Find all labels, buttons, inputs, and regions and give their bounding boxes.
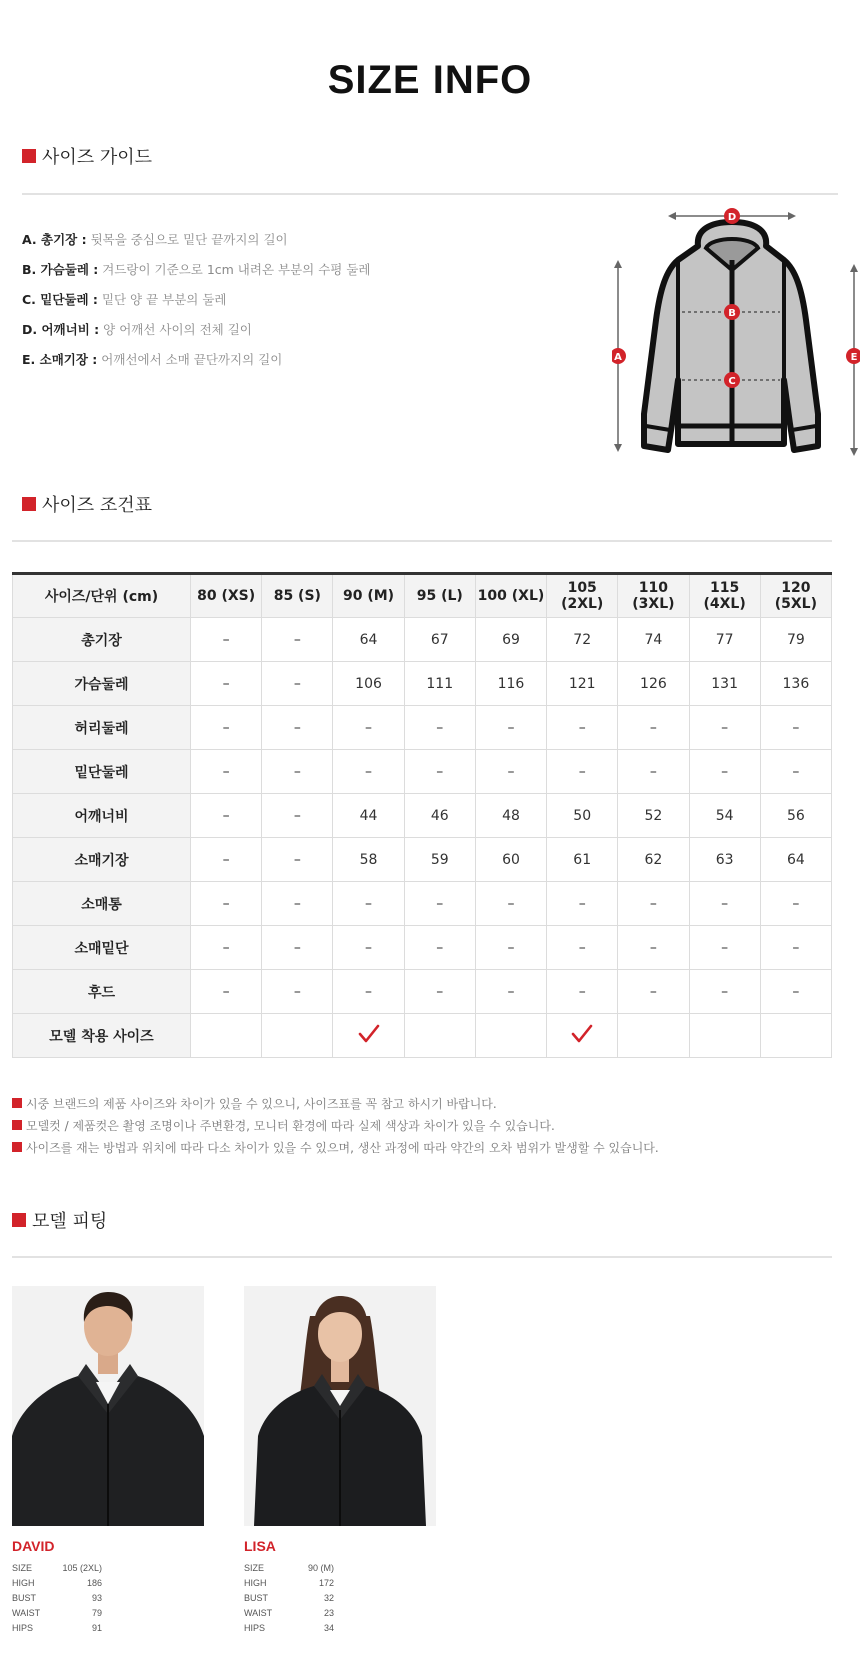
model-size-cell	[760, 1014, 831, 1058]
row-label: 총기장	[13, 618, 191, 662]
size-cell: –	[262, 838, 333, 882]
size-cell: –	[404, 882, 475, 926]
size-col-header: 115 (4XL)	[689, 574, 760, 618]
size-cell: –	[333, 750, 404, 794]
size-cell: –	[760, 926, 831, 970]
row-label: 후드	[13, 970, 191, 1014]
size-cell: 59	[404, 838, 475, 882]
model-spec-row: SIZE 90 (M)	[244, 1562, 334, 1573]
size-table-row	[13, 618, 832, 662]
guide-item: E. 소매기장 : 어깨선에서 소매 끝단까지의 길이	[22, 352, 283, 367]
size-cell: –	[191, 926, 262, 970]
notice-list	[12, 1092, 832, 1158]
size-cell: –	[547, 706, 618, 750]
model-spec-row: SIZE 105 (2XL)	[12, 1562, 102, 1573]
size-table	[12, 572, 832, 1058]
diagram-label-e	[846, 348, 860, 364]
size-cell: –	[404, 926, 475, 970]
model-size-cell	[547, 1014, 618, 1058]
row-label: 소매기장	[13, 838, 191, 882]
notice-item: 사이즈를 재는 방법과 위치에 따라 다소 차이가 있을 수 있으며, 생산 과정에 따라 약간의 오차 범위가 발생할 수 있습니다.	[12, 1136, 832, 1158]
model-spec-row: HIPS 91	[12, 1622, 102, 1633]
size-cell: –	[618, 750, 689, 794]
row-label: 가슴둘레	[13, 662, 191, 706]
size-cell: 126	[618, 662, 689, 706]
size-cell: 64	[760, 838, 831, 882]
size-cell: –	[760, 706, 831, 750]
size-cell: –	[262, 794, 333, 838]
size-table-row	[13, 706, 832, 750]
size-cell: –	[618, 706, 689, 750]
size-cell: –	[547, 970, 618, 1014]
size-guide-list	[22, 224, 542, 374]
size-table-row	[13, 838, 832, 882]
size-cell: –	[547, 926, 618, 970]
red-square-icon	[12, 1098, 22, 1108]
size-cell: –	[760, 970, 831, 1014]
size-cell: –	[333, 926, 404, 970]
size-cell: –	[547, 882, 618, 926]
size-cell: –	[191, 706, 262, 750]
size-col-header: 105 (2XL)	[547, 574, 618, 618]
model-spec-row: WAIST 79	[12, 1607, 102, 1618]
section-header-chart	[22, 491, 152, 517]
size-cell: 58	[333, 838, 404, 882]
model-name: LISA	[244, 1538, 276, 1554]
red-square-icon	[22, 497, 36, 511]
notice-item: 모델컷 / 제품컷은 촬영 조명이나 주변환경, 모니터 환경에 따라 실제 색상과 차이가 있을 수 있습니다.	[12, 1114, 832, 1136]
size-cell: 72	[547, 618, 618, 662]
size-cell: –	[475, 970, 546, 1014]
guide-item: B. 가슴둘레 : 겨드랑이 기준으로 1cm 내려온 부분의 수평 둘레	[22, 262, 371, 277]
size-cell: –	[689, 926, 760, 970]
size-cell: –	[333, 882, 404, 926]
guide-item: C. 밑단둘레 : 밑단 양 끝 부분의 둘레	[22, 292, 227, 307]
size-cell: –	[404, 706, 475, 750]
size-cell: 77	[689, 618, 760, 662]
size-cell: –	[618, 882, 689, 926]
size-cell: –	[404, 750, 475, 794]
size-cell: –	[475, 706, 546, 750]
size-cell: 64	[333, 618, 404, 662]
size-cell: 46	[404, 794, 475, 838]
jacket-measurement-diagram	[612, 200, 860, 460]
size-cell: –	[689, 882, 760, 926]
row-label: 소매밑단	[13, 926, 191, 970]
model-card-lisa	[244, 1286, 436, 1635]
model-size-cell	[191, 1014, 262, 1058]
section-title-fitting: 모델 피팅	[32, 1211, 108, 1232]
size-cell: –	[262, 662, 333, 706]
size-cell: –	[333, 970, 404, 1014]
size-cell: 50	[547, 794, 618, 838]
row-label: 어깨너비	[13, 794, 191, 838]
svg-text:E: E	[850, 352, 858, 363]
size-cell: –	[689, 750, 760, 794]
guide-item: A. 총기장 : 뒷목을 중심으로 밑단 끝까지의 길이	[22, 232, 288, 247]
size-cell: 61	[547, 838, 618, 882]
size-cell: 56	[760, 794, 831, 838]
size-cell: –	[618, 970, 689, 1014]
model-size-cell	[333, 1014, 404, 1058]
diagram-label-d	[724, 208, 740, 224]
model-photo	[12, 1286, 204, 1526]
section-header-guide	[22, 143, 152, 169]
size-cell: –	[404, 970, 475, 1014]
section-title-guide: 사이즈 가이드	[42, 147, 153, 168]
size-cell: –	[475, 926, 546, 970]
diagram-label-b	[724, 304, 740, 320]
model-spec-row: BUST 32	[244, 1592, 334, 1603]
notice-item: 시중 브랜드의 제품 사이즈와 차이가 있을 수 있으니, 사이즈표를 꼭 참고 하시기 바랍니다.	[12, 1092, 832, 1114]
model-spec-row: HIGH 186	[12, 1577, 102, 1588]
svg-text:A: A	[614, 352, 622, 363]
model-size-row	[13, 1014, 832, 1058]
size-cell: –	[547, 750, 618, 794]
row-label: 모델 착용 사이즈	[13, 1014, 191, 1058]
size-cell: 44	[333, 794, 404, 838]
model-specs	[12, 1560, 204, 1635]
size-col-header: 85 (S)	[262, 574, 333, 618]
divider	[12, 1256, 832, 1258]
red-square-icon	[22, 149, 36, 163]
size-cell: 60	[475, 838, 546, 882]
size-table-row	[13, 882, 832, 926]
svg-text:C: C	[728, 376, 736, 387]
model-size-cell	[689, 1014, 760, 1058]
size-cell: 48	[475, 794, 546, 838]
size-cell: –	[618, 926, 689, 970]
size-cell: –	[689, 970, 760, 1014]
size-cell: –	[191, 750, 262, 794]
size-table-row	[13, 750, 832, 794]
row-label: 허리둘레	[13, 706, 191, 750]
size-cell: –	[262, 970, 333, 1014]
checkmark-icon	[569, 1021, 595, 1047]
size-cell: –	[333, 706, 404, 750]
size-cell: –	[191, 618, 262, 662]
size-cell: 136	[760, 662, 831, 706]
red-square-icon	[12, 1120, 22, 1130]
size-table-row	[13, 926, 832, 970]
model-size-cell	[404, 1014, 475, 1058]
size-col-header: 110 (3XL)	[618, 574, 689, 618]
size-col-header: 120 (5XL)	[760, 574, 831, 618]
size-cell: –	[191, 970, 262, 1014]
size-cell: 52	[618, 794, 689, 838]
page-title: SIZE INFO	[327, 58, 533, 102]
size-table-row	[13, 794, 832, 838]
svg-text:B: B	[728, 308, 736, 319]
svg-text:D: D	[727, 212, 737, 223]
model-spec-row: BUST 93	[12, 1592, 102, 1603]
size-cell: –	[191, 794, 262, 838]
diagram-label-a	[612, 348, 626, 364]
model-card-david	[12, 1286, 204, 1635]
size-cell: –	[760, 750, 831, 794]
section-title-chart: 사이즈 조건표	[42, 495, 153, 516]
size-cell: 111	[404, 662, 475, 706]
size-col-header: 95 (L)	[404, 574, 475, 618]
size-cell: –	[475, 882, 546, 926]
size-cell: –	[191, 662, 262, 706]
model-size-cell	[475, 1014, 546, 1058]
checkmark-icon	[356, 1021, 382, 1047]
model-spec-row: HIPS 34	[244, 1622, 334, 1633]
size-table-row	[13, 970, 832, 1014]
size-cell: 54	[689, 794, 760, 838]
model-photo	[244, 1286, 436, 1526]
size-cell: 67	[404, 618, 475, 662]
size-cell: –	[689, 706, 760, 750]
size-col-header: 100 (XL)	[475, 574, 546, 618]
section-header-fitting	[12, 1207, 107, 1233]
size-cell: 131	[689, 662, 760, 706]
size-cell: 121	[547, 662, 618, 706]
size-table-header-row	[13, 574, 832, 618]
size-cell: 106	[333, 662, 404, 706]
size-cell: –	[191, 882, 262, 926]
size-cell: –	[262, 926, 333, 970]
size-table-corner: 사이즈/단위 (cm)	[13, 574, 191, 618]
size-cell: –	[475, 750, 546, 794]
size-cell: 79	[760, 618, 831, 662]
size-cell: 62	[618, 838, 689, 882]
size-cell: –	[191, 838, 262, 882]
size-cell: –	[262, 618, 333, 662]
divider	[22, 193, 838, 195]
divider	[12, 540, 832, 542]
size-cell: –	[262, 750, 333, 794]
model-spec-row: HIGH 172	[244, 1577, 334, 1588]
model-specs	[244, 1560, 436, 1635]
row-label: 소매통	[13, 882, 191, 926]
guide-item: D. 어깨너비 : 양 어깨선 사이의 전체 길이	[22, 322, 252, 337]
red-square-icon	[12, 1142, 22, 1152]
model-name: DAVID	[12, 1538, 55, 1554]
size-cell: –	[262, 706, 333, 750]
red-square-icon	[12, 1213, 26, 1227]
size-cell: 69	[475, 618, 546, 662]
size-cell: –	[760, 882, 831, 926]
size-col-header: 90 (M)	[333, 574, 404, 618]
size-col-header: 80 (XS)	[191, 574, 262, 618]
size-cell: 116	[475, 662, 546, 706]
size-cell: –	[262, 882, 333, 926]
size-table-row	[13, 662, 832, 706]
model-size-cell	[618, 1014, 689, 1058]
row-label: 밑단둘레	[13, 750, 191, 794]
model-size-cell	[262, 1014, 333, 1058]
diagram-label-c	[724, 372, 740, 388]
size-cell: 74	[618, 618, 689, 662]
size-cell: 63	[689, 838, 760, 882]
model-spec-row: WAIST 23	[244, 1607, 334, 1618]
